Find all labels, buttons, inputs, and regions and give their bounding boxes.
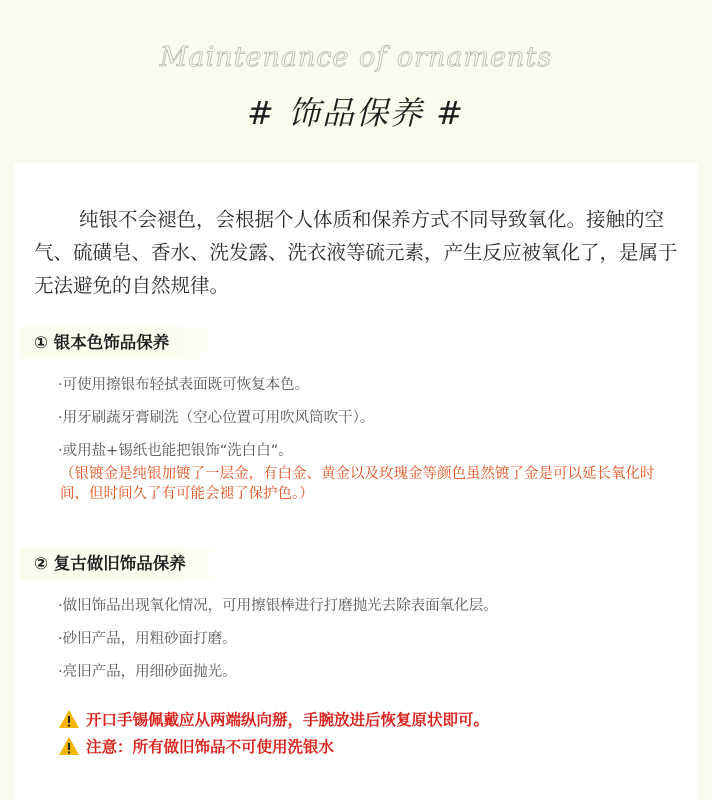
list-item: ·或用盐+锡纸也能把银饰“洗白白”。 (58, 443, 293, 459)
warning-triangle-icon (58, 709, 80, 729)
section-silver-title: ① 银本色饰品保养 (20, 327, 230, 359)
page-title: # 饰品保养 # (247, 94, 465, 132)
warning-text: 注意：所有做旧饰品不可使用洗银水 (86, 738, 335, 756)
list-item: ·亮旧产品，用细砂面抛光。 (58, 664, 237, 680)
intro-paragraph: 纯银不会褪色，会根据个人体质和保养方式不同导致氧化。接触的空气、硫磺皂、香水、洗发露、洗衣液等硫元素，产生反应被氧化了，是属于无法避免的自然规律。 (34, 208, 678, 297)
header-script-title: Maintenance of ornaments (159, 42, 553, 73)
list-item: ·做旧饰品出现氧化情况，可用擦银棒进行打磨抛光去除表面氧化层。 (58, 598, 498, 614)
warning-triangle-icon (58, 736, 80, 756)
warning-text: 开口手锡佩戴应从两端纵向掰，手腕放进后恢复原状即可。 (86, 711, 490, 729)
list-item: ·可使用擦银布轻拭表面既可恢复本色。 (58, 377, 310, 393)
list-item: ·砂旧产品，用粗砂面打磨。 (58, 631, 237, 647)
page-header (0, 0, 712, 150)
list-item: ·用牙刷蔬牙膏刷洗（空心位置可用吹风筒吹干）。 (58, 410, 375, 426)
content-card (14, 163, 698, 800)
section-vintage-title: ② 复古做旧饰品保养 (20, 548, 230, 580)
warning-cleaning (58, 735, 334, 757)
warning-bracelet (58, 708, 489, 730)
gold-plating-note: （银镀金是纯银加镀了一层金，有白金、黄金以及玫瑰金等颜色虽然镀了金是可以延长氧化时间，但时间久了有可能会褪了保护色。） (60, 466, 655, 502)
